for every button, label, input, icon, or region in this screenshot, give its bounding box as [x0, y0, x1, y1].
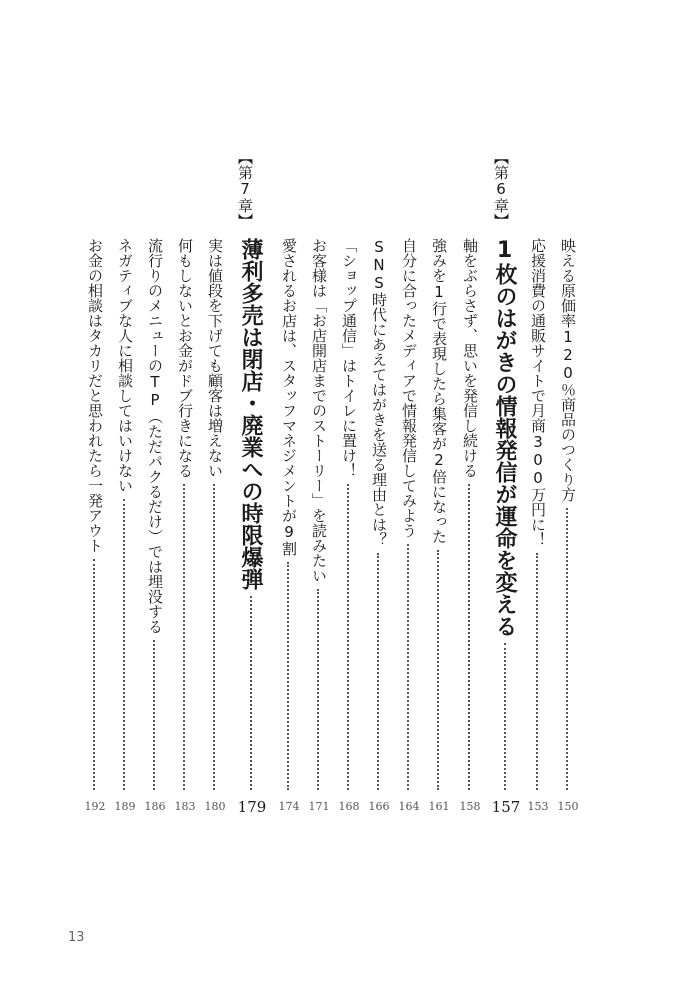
toc-entry[interactable] — [113, 238, 137, 824]
chapter-6-label: 【第6章】 — [492, 150, 510, 228]
entry-title: 「ショップ通信」はトイレに置け！ — [340, 238, 358, 478]
page-number: 153 — [527, 800, 549, 813]
dot-leader — [123, 499, 125, 790]
entry-title: 何もしないとお金がドブ行きになる — [176, 238, 194, 478]
dot-leader — [317, 589, 319, 790]
dot-leader — [407, 544, 409, 790]
page-number: 180 — [204, 800, 226, 813]
toc-entry[interactable] — [556, 238, 580, 824]
dot-leader — [536, 553, 538, 790]
entry-title: SNS時代にあえてはがきを送る理由とは？ — [370, 238, 388, 547]
toc-entry[interactable] — [458, 238, 482, 824]
dot-leader — [93, 559, 95, 790]
toc-entry[interactable] — [397, 238, 421, 824]
dot-leader — [377, 553, 379, 790]
page-number: 179 — [237, 798, 267, 816]
chapter-heading-entry[interactable] — [237, 238, 267, 824]
entry-title: ネガティブな人に相談してはいけない — [116, 238, 134, 493]
entry-title: 流行りのメニューのTP（ただパクるだけ）では埋没する — [146, 238, 164, 634]
page-number: 161 — [428, 800, 450, 813]
toc-entry[interactable] — [173, 238, 197, 824]
entry-title: 軸をぶらさず、思いを発信し続ける — [461, 238, 479, 478]
entry-title: お客様は「お店開店までのストーリー」を読みたい — [310, 238, 328, 583]
page-number: 189 — [114, 800, 136, 813]
toc-entry[interactable] — [526, 238, 550, 824]
page-number: 150 — [557, 800, 579, 813]
entry-title: 映える原価率120％商品のつくり方 — [559, 238, 577, 502]
toc-entry[interactable] — [143, 238, 167, 824]
entry-title: 強みを1行で表現したら集客が2倍になった — [430, 238, 448, 544]
entry-title: 愛されるお店は、スタッフマネジメントが9割 — [280, 238, 298, 556]
dot-leader — [504, 643, 506, 790]
dot-leader — [250, 596, 252, 790]
toc-entry[interactable] — [83, 238, 107, 824]
page-number: 158 — [459, 800, 481, 813]
chapter-heading-entry[interactable] — [491, 238, 521, 824]
toc-entry[interactable] — [203, 238, 227, 824]
dot-leader — [213, 484, 215, 790]
dot-leader — [566, 508, 568, 790]
entry-title: お金の相談はタカリだと思われたら一発アウト — [86, 238, 104, 553]
entry-title: 応援消費の通販サイトで月商300万円に！ — [529, 238, 547, 547]
page-number: 157 — [491, 798, 521, 816]
page-number: 164 — [398, 800, 420, 813]
page-number: 171 — [308, 800, 330, 813]
page-number: 186 — [144, 800, 166, 813]
chapter-title: 1枚のはがきの情報発信が運命を変える — [492, 238, 517, 637]
toc-entry[interactable] — [367, 238, 391, 824]
page-number: 168 — [338, 800, 360, 813]
page-number: 183 — [174, 800, 196, 813]
toc-entry[interactable] — [307, 238, 331, 824]
toc-entry[interactable] — [277, 238, 301, 824]
chapter-title: 薄利多売は閉店・廃業への時限爆弾 — [238, 238, 263, 590]
page-folio: 13 — [68, 930, 85, 945]
dot-leader — [347, 484, 349, 790]
dot-leader — [287, 562, 289, 790]
dot-leader — [153, 640, 155, 790]
page-number: 174 — [278, 800, 300, 813]
dot-leader — [468, 484, 470, 790]
page-number: 166 — [368, 800, 390, 813]
toc-entry[interactable] — [427, 238, 451, 824]
entry-title: 自分に合ったメディアで情報発信してみよう — [400, 238, 418, 538]
chapter-7-label: 【第7章】 — [236, 150, 254, 228]
page-number: 192 — [84, 800, 106, 813]
entry-title: 実は値段を下げても顧客は増えない — [206, 238, 224, 478]
dot-leader — [437, 550, 439, 790]
dot-leader — [183, 484, 185, 790]
toc-entry[interactable] — [337, 238, 361, 824]
